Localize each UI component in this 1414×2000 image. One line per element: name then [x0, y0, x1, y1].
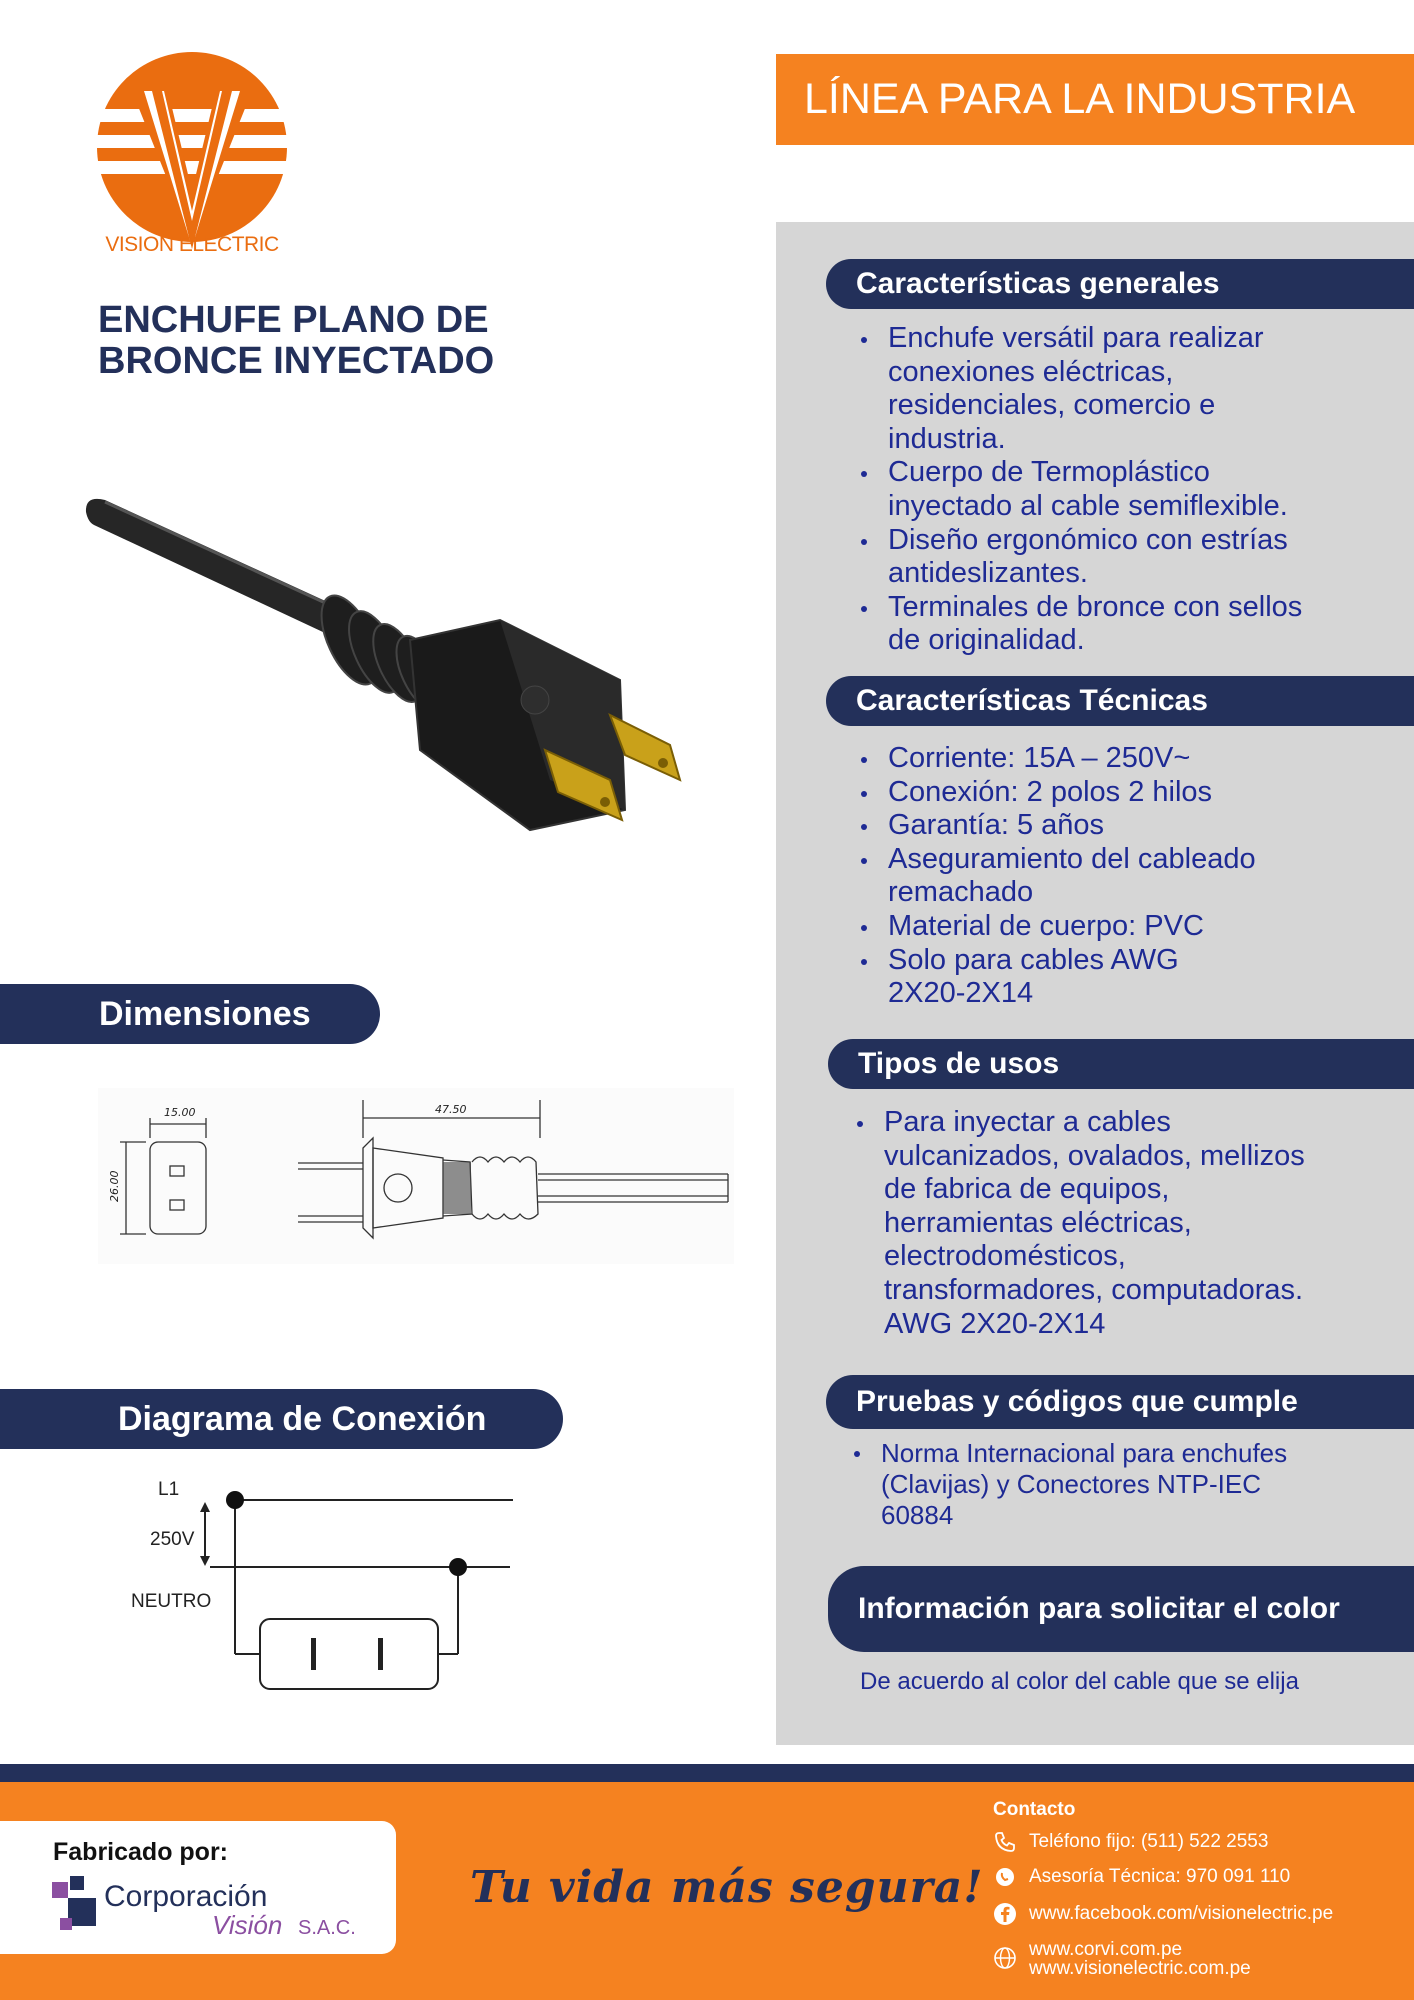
phone-icon	[993, 1830, 1017, 1854]
facebook-icon	[993, 1902, 1017, 1926]
usage-types-list	[854, 1106, 1334, 1341]
plug-product-image	[80, 480, 710, 840]
connection-diagram-header	[0, 1389, 563, 1449]
tests-codes-header	[826, 1375, 1414, 1429]
height-dimension-label: 26.00	[108, 1170, 121, 1202]
vision-text: Visión	[212, 1910, 283, 1938]
contact-facebook[interactable]	[993, 1902, 1333, 1926]
corporacion-vision-logo	[52, 1874, 372, 1938]
dimensions-title: Dimensiones	[99, 994, 311, 1033]
list-item: Conexión: 2 polos 2 hilos	[858, 776, 1328, 810]
manufacturer-label: Fabricado por:	[53, 1838, 229, 1866]
list-item: Enchufe versátil para realizar conexiones eléctricas, residenciales, comercio e industria.	[858, 322, 1328, 456]
facebook-link[interactable]: www.facebook.com/visionelectric.pe	[1029, 1903, 1334, 1924]
general-features-header	[826, 259, 1414, 309]
footer-divider	[0, 1764, 1414, 1782]
dimensions-drawing	[98, 1088, 734, 1264]
whatsapp-icon	[993, 1865, 1017, 1889]
list-item: Diseño ergonómico con estrías antideslizantes.	[858, 524, 1328, 591]
contact-websites	[993, 1940, 1251, 1978]
vision-electric-logo	[92, 36, 292, 266]
website-link-visionelectric[interactable]: www.visionelectric.com.pe	[1029, 1958, 1251, 1979]
technical-features-list	[858, 742, 1328, 1011]
connection-diagram	[120, 1470, 520, 1696]
contact-phone	[993, 1830, 1268, 1854]
list-item: Solo para cables AWG 2X20-2X14	[858, 944, 1218, 1011]
usage-types-header	[828, 1039, 1414, 1089]
voltage-label: 250V	[150, 1529, 195, 1550]
brand-name: VISION ELECTRIC	[105, 233, 279, 256]
website-link-corvi[interactable]: www.corvi.com.pe	[1029, 1939, 1183, 1960]
list-item: Terminales de bronce con sellos de originalidad.	[858, 591, 1328, 658]
l1-label: L1	[158, 1479, 180, 1500]
connection-diagram-title: Diagrama de Conexión	[118, 1399, 487, 1438]
product-title-line2: BRONCE INYECTADO	[98, 340, 495, 382]
product-title	[98, 300, 618, 382]
technical-features-title: Características Técnicas	[856, 684, 1208, 717]
color-info-header	[828, 1566, 1414, 1652]
contact-title: Contacto	[993, 1799, 1076, 1820]
list-item: Corriente: 15A – 250V~	[858, 742, 1328, 776]
usage-types-title: Tipos de usos	[858, 1047, 1060, 1080]
support-text: Asesoría Técnica: 970 091 110	[1029, 1866, 1291, 1887]
phone-text: Teléfono fijo: (511) 522 2553	[1029, 1831, 1269, 1852]
technical-features-header	[826, 676, 1414, 726]
color-info-title: Información para solicitar el color	[858, 1592, 1340, 1625]
color-info-text: De acuerdo al color del cable que se elija	[860, 1668, 1299, 1695]
globe-icon	[993, 1946, 1017, 1970]
width-dimension-label: 15.00	[164, 1106, 196, 1119]
tests-codes-title: Pruebas y códigos que cumple	[856, 1385, 1298, 1418]
product-title-line1: ENCHUFE PLANO DE	[98, 299, 489, 341]
corporacion-text: Corporación	[104, 1880, 268, 1913]
general-features-title: Características generales	[856, 267, 1220, 300]
list-item: Aseguramiento del cableado remachado	[858, 843, 1328, 910]
general-features-list	[858, 322, 1328, 658]
dimensions-header	[0, 984, 380, 1044]
contact-support	[993, 1865, 1290, 1889]
tests-codes-list	[851, 1438, 1331, 1531]
list-item: Garantía: 5 años	[858, 809, 1328, 843]
list-item: Cuerpo de Termoplástico inyectado al cable semiflexible.	[858, 456, 1328, 523]
sac-text: S.A.C.	[298, 1917, 356, 1938]
list-item: Norma Internacional para enchufes (Clavijas) y Conectores NTP-IEC 60884	[851, 1438, 1331, 1531]
list-item: Para inyectar a cables vulcanizados, ovalados, mellizos de fabrica de equipos, herramientas eléctricas, electrodomésticos, transformadores, computadoras. AWG 2X20-2X14	[854, 1106, 1334, 1341]
length-dimension-label: 47.50	[435, 1103, 467, 1116]
slogan: Tu vida más segura!	[470, 1862, 984, 1913]
industry-line-banner: LÍNEA PARA LA INDUSTRIA	[776, 54, 1414, 145]
list-item: Material de cuerpo: PVC	[858, 910, 1328, 944]
neutral-label: NEUTRO	[131, 1591, 212, 1612]
